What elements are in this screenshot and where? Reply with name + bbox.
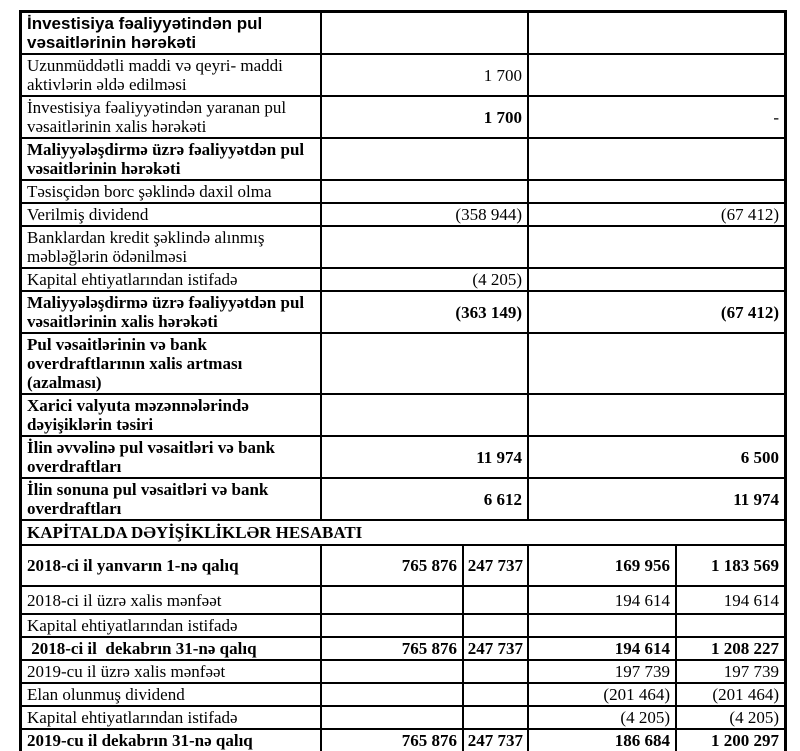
value-cell: 194 614: [675, 587, 784, 613]
table-row: [22, 267, 784, 290]
value-cell: (67 412): [527, 292, 784, 332]
value-cell: [462, 707, 527, 728]
value-cell: [527, 13, 784, 53]
value-cell: [527, 181, 784, 202]
row-label: İnvestisiya fəaliyyətindən yaranan pul vəsaitlərinin xalis hərəkəti: [27, 98, 291, 136]
row-label: Kapital ehtiyatlarından istifadə: [27, 708, 238, 727]
value-cell: [320, 684, 462, 705]
equity-section-title: KAPİTALDA DƏYİŞİKLİKLƏR HESABATI: [27, 523, 363, 542]
table-row: [22, 477, 784, 519]
value-cell: 6 500: [527, 437, 784, 477]
value-cell: 194 614: [527, 638, 675, 659]
value-cell: 247 737: [462, 730, 527, 751]
value-cell: [527, 334, 784, 393]
value-cell: [320, 181, 527, 202]
value-cell: [462, 587, 527, 613]
row-label: Təsisçidən borc şəklində daxil olma: [27, 182, 272, 201]
row-label: İnvestisiya fəaliyyətindən pul vəsaitlərinin hərəkəti: [27, 14, 267, 52]
row-label: 2018-ci il dekabrın 31-nə qalıq: [27, 639, 257, 658]
row-label: Verilmiş dividend: [27, 205, 149, 224]
row-label: İlin əvvəlinə pul vəsaitləri və bank overdraftları: [27, 438, 280, 476]
table-row: [22, 585, 784, 613]
table-row: [22, 705, 784, 728]
value-cell: [462, 615, 527, 636]
row-label: Xarici valyuta məzənnələrində dəyişiklərin təsiri: [27, 396, 254, 434]
table-row: [22, 13, 784, 53]
value-cell: [675, 615, 784, 636]
value-cell: 197 739: [675, 661, 784, 682]
table-row: [22, 435, 784, 477]
value-cell: [320, 139, 527, 179]
table-row: [22, 53, 784, 95]
value-cell: (358 944): [320, 204, 527, 225]
value-cell: [527, 395, 784, 435]
table-row: [22, 202, 784, 225]
value-cell: [527, 615, 675, 636]
row-label: Kapital ehtiyatlarından istifadə: [27, 270, 238, 289]
value-cell: (363 149): [320, 292, 527, 332]
equity-section: [22, 544, 784, 751]
cash-flow-and-equity-table: [19, 10, 787, 751]
row-label: 2018-ci il üzrə xalis mənfəət: [27, 590, 222, 610]
value-cell: 247 737: [462, 638, 527, 659]
value-cell: 765 876: [320, 638, 462, 659]
row-label: Maliyyələşdirmə üzrə fəaliyyətdən pul vəsaitlərinin xalis hərəkəti: [27, 293, 309, 331]
value-cell: 186 684: [527, 730, 675, 751]
value-cell: 765 876: [320, 730, 462, 751]
table-row: [22, 137, 784, 179]
value-cell: [320, 395, 527, 435]
value-cell: (4 205): [527, 707, 675, 728]
table-row: [22, 179, 784, 202]
value-cell: 1 700: [320, 97, 527, 137]
value-cell: [462, 661, 527, 682]
table-row: [22, 682, 784, 705]
row-label: Elan olunmuş dividend: [27, 685, 185, 704]
value-cell: 169 956: [527, 546, 675, 585]
value-cell: 1 183 569: [675, 546, 784, 585]
value-cell: 197 739: [527, 661, 675, 682]
row-label: İlin sonuna pul vəsaitləri və bank overdraftları: [27, 480, 273, 518]
value-cell: -: [527, 97, 784, 137]
table-row: [22, 728, 784, 751]
row-label: Uzunmüddətli maddi və qeyri- maddi aktivlərin əldə edilməsi: [27, 56, 288, 94]
value-cell: [527, 269, 784, 290]
value-cell: [320, 227, 527, 267]
table-row: [22, 393, 784, 435]
value-cell: [320, 587, 462, 613]
value-cell: 1 200 297: [675, 730, 784, 751]
value-cell: (4 205): [320, 269, 527, 290]
value-cell: [320, 661, 462, 682]
value-cell: (201 464): [675, 684, 784, 705]
table-row: [22, 95, 784, 137]
row-label: 2019-cu il dekabrın 31-nə qalıq: [27, 731, 253, 750]
row-label: Pul vəsaitlərinin və bank overdraftlarının xalis artması (azalması): [27, 335, 247, 392]
value-cell: 11 974: [320, 437, 527, 477]
value-cell: 1 208 227: [675, 638, 784, 659]
value-cell: 765 876: [320, 546, 462, 585]
value-cell: 11 974: [527, 479, 784, 519]
value-cell: (4 205): [675, 707, 784, 728]
table-row: [22, 332, 784, 393]
value-cell: 247 737: [462, 546, 527, 585]
value-cell: [320, 615, 462, 636]
value-cell: [527, 55, 784, 95]
value-cell: [527, 139, 784, 179]
value-cell: [320, 707, 462, 728]
value-cell: 6 612: [320, 479, 527, 519]
row-label: Maliyyələşdirmə üzrə fəaliyyətdən pul vəsaitlərinin hərəkəti: [27, 140, 309, 178]
value-cell: [527, 227, 784, 267]
value-cell: [462, 684, 527, 705]
table-row: [22, 613, 784, 636]
table-row: [22, 290, 784, 332]
table-row: [22, 636, 784, 659]
row-label: Banklardan kredit şəklində alınmış məbləğlərin ödənilməsi: [27, 228, 269, 266]
value-cell: [320, 334, 527, 393]
table-row: [22, 544, 784, 585]
row-label: 2018-ci il yanvarın 1-nə qalıq: [27, 556, 239, 575]
row-label: Kapital ehtiyatlarından istifadə: [27, 616, 238, 635]
value-cell: 194 614: [527, 587, 675, 613]
value-cell: [320, 13, 527, 53]
row-label: 2019-cu il üzrə xalis mənfəət: [27, 662, 226, 681]
value-cell: (67 412): [527, 204, 784, 225]
cash-flow-section: [22, 13, 784, 519]
table-row: [22, 225, 784, 267]
value-cell: (201 464): [527, 684, 675, 705]
table-row: [22, 659, 784, 682]
value-cell: 1 700: [320, 55, 527, 95]
equity-section-header-row: [22, 519, 784, 544]
